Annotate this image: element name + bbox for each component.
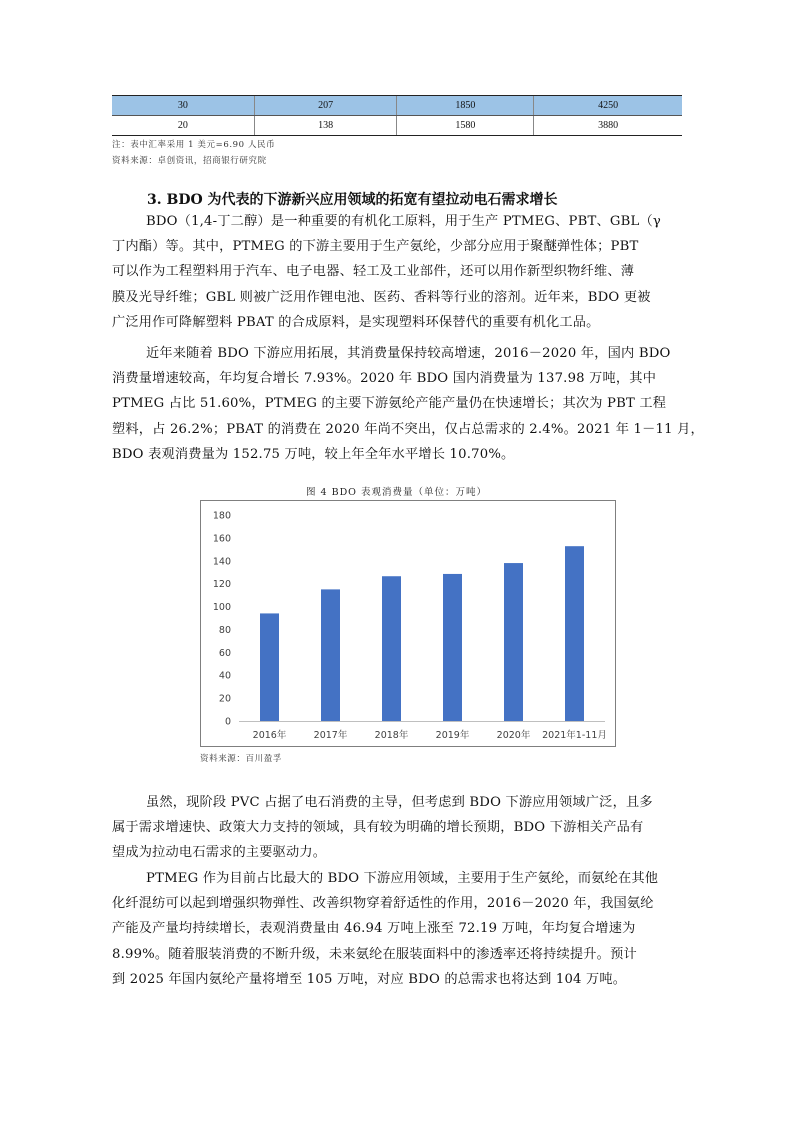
paragraph-1 [112,209,682,335]
bar-chart-svg [201,501,615,746]
x-tick-label: 2021年1-11月 [542,730,607,741]
bar [382,576,401,721]
x-tick-label: 2017年 [313,730,348,741]
x-tick-label: 2016年 [252,730,287,741]
text-line: 到 2025 年国内氨纶产量将增至 105 万吨，对应 BDO 的总需求也将达到 104 万吨。 [112,971,627,987]
y-tick-label: 160 [212,533,231,545]
table-cell: 138 [254,116,397,136]
text-line: 化纤混纺可以起到增强织物弹性、改善织物穿着舒适性的作用，2016－2020 年，我国氨纶 [112,896,654,912]
text-line: PTMEG 作为目前占比最大的 BDO 下游应用领域，主要用于生产氨纶，而氨纶在其他 [146,871,659,886]
x-tick-label: 2018年 [374,730,409,741]
text-line: 望成为拉动电石需求的主要驱动力。 [112,845,327,861]
table-source: 资料来源：卓创资讯，招商银行研究院 [112,156,267,166]
table-cell: 207 [254,96,397,116]
text-line: 丁内酯）等。其中，PTMEG 的下游主要用于生产氨纶，少部分应用于聚醚弹性体；PBT [112,239,639,255]
y-tick-label: 180 [212,510,231,522]
text-line: BDO 表观消费量为 152.75 万吨，较上年全年水平增长 10.70%。 [112,446,515,462]
paragraph-2 [112,341,704,467]
text-line: 8.99%。随着服装消费的不断升级，未来氨纶在服装面料中的渗透率还将持续提升。预计 [112,946,637,962]
text-line: 虽然，现阶段 PVC 占据了电石消费的主导，但考虑到 BDO 下游应用领域广泛，且多 [146,795,653,810]
table-cell: 1850 [397,96,534,116]
x-tick-label: 2019年 [435,730,470,741]
paragraph-4 [112,866,682,992]
table-cell: 3880 [534,116,682,136]
text-line: 消费量增速较高，年均复合增长 7.93%。2020 年 BDO 国内消费量为 137.98 万吨，其中 [112,371,657,387]
table-cell: 30 [112,96,254,116]
table-cell: 1580 [397,116,534,136]
bar [565,546,584,721]
y-tick-label: 40 [218,670,231,682]
y-tick-label: 140 [212,556,231,568]
table-cell: 20 [112,116,254,136]
y-tick-label: 120 [212,579,231,591]
figure-source: 资料来源：百川盈孚 [200,754,282,764]
bar-chart [200,500,616,747]
x-tick-label: 2020年 [496,730,531,741]
text-line: 可以作为工程塑料用于汽车、电子电器、轻工及工业部件，还可以用作新型织物纤维、薄 [112,264,635,280]
text-line: 属于需求增速快、政策大力支持的领域，具有较为明确的增长预期，BDO 下游相关产品有 [112,820,644,836]
text-line: 塑料，占 26.2%；PBAT 的消费在 2020 年尚不突出，仅占总需求的 2.4%。2021 年 1－11 月， [112,421,704,437]
table-cell: 4250 [534,96,682,116]
bar [443,574,462,721]
y-tick-label: 20 [218,693,231,705]
y-tick-label: 0 [224,716,231,728]
figure-title: 图 4 BDO 表观消费量（单位：万吨） [306,487,487,498]
bar [504,563,523,721]
price-table [112,95,682,136]
y-tick-label: 60 [218,647,231,659]
y-tick-label: 80 [218,624,231,636]
bar [260,613,279,721]
text-line: 近年来随着 BDO 下游应用拓展，其消费量保持较高增速，2016－2020 年，国内 BDO [146,346,671,361]
table-row [112,116,682,136]
text-line: 广泛用作可降解塑料 PBAT 的合成原料，是实现塑料环保替代的重要有机化工品。 [112,314,600,330]
text-line: 膜及光导纤维；GBL 则被广泛用作锂电池、医药、香料等行业的溶剂。近年来，BDO 更被 [112,289,651,305]
text-line: PTMEG 占比 51.60%，PTMEG 的主要下游氨纶产能产量仍在快速增长；其次为 PBT 工程 [112,396,667,412]
text-line: BDO（1,4-丁二醇）是一种重要的有机化工原料，用于生产 PTMEG、PBT、GBL（γ [146,214,661,229]
table-note: 注：表中汇率采用 1 美元=6.90 人民币 [112,140,276,150]
paragraph-3 [112,790,682,866]
bar [321,589,340,721]
section-heading: 3. BDO 为代表的下游新兴应用领域的拓宽有望拉动电石需求增长 [147,192,558,208]
table-row [112,96,682,116]
text-line: 产能及产量均持续增长，表观消费量由 46.94 万吨上涨至 72.19 万吨，年均复合增速为 [112,921,636,937]
y-tick-label: 100 [212,602,231,614]
